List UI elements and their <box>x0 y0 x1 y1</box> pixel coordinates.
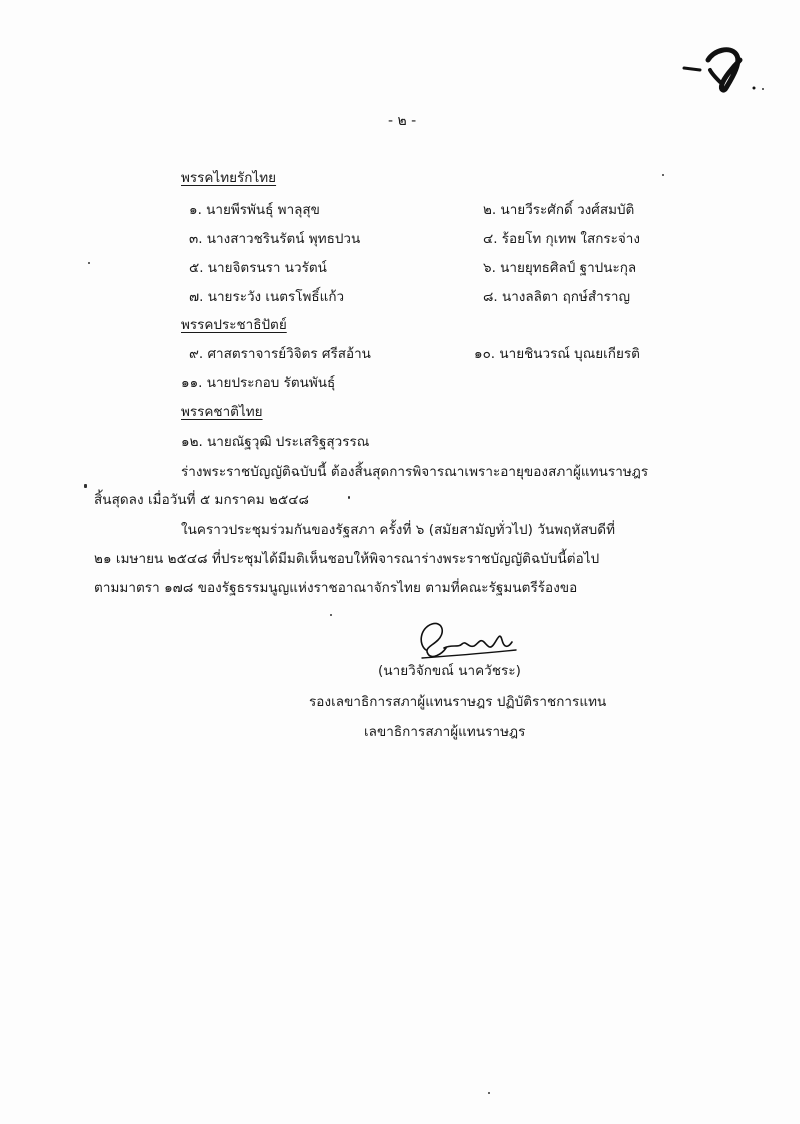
scan-speck <box>330 614 332 616</box>
member-item: ๑๒. นายณัฐวุฒิ ประเสริฐสุวรรณ <box>181 434 370 450</box>
paragraph-2-line-1: ในคราวประชุมร่วมกันของรัฐสภา ครั้งที่ ๖ (สมัยสามัญทั่วไป) วันพฤหัสบดีที่ <box>181 522 616 538</box>
scan-speck <box>88 262 90 264</box>
member-item: ๙. ศาสตราจารย์วิจิตร ศรีสอ้าน <box>189 346 371 362</box>
handwritten-page-mark <box>680 38 760 98</box>
scan-speck <box>488 1092 490 1094</box>
party-heading-thai-rak-thai: พรรคไทยรักไทย <box>181 170 277 186</box>
member-item: ๒. นายวีระศักดิ์ วงศ์สมบัติ <box>483 202 635 218</box>
member-item: ๓. นางสาวชรินรัตน์ พุทธปวน <box>189 231 361 247</box>
member-item: ๕. นายจิตรนรา นวรัตน์ <box>189 260 327 276</box>
member-item: ๘. นางลลิตา ฤกษ์สำราญ <box>483 289 630 305</box>
member-item: ๖. นายยุทธศิลป์ ฐาปนะกุล <box>483 260 637 276</box>
scan-speck <box>662 174 664 176</box>
signatory-position-line-2: เลขาธิการสภาผู้แทนราษฎร <box>364 724 526 740</box>
paragraph-2-line-3: ตามมาตรา ๑๗๘ ของรัฐธรรมนูญแห่งราชอาณาจักรไทย ตามที่คณะรัฐมนตรีร้องขอ <box>94 580 578 596</box>
member-item: ๗. นายระวัง เนตรโพธิ์แก้ว <box>189 289 345 305</box>
scan-speck <box>762 88 764 90</box>
member-item: ๑๑. นายประกอบ รัตนพันธุ์ <box>181 375 336 391</box>
paragraph-1-line-1: ร่างพระราชบัญญัติฉบับนี้ ต้องสิ้นสุดการพิจารณาเพราะอายุของสภาผู้แทนราษฎร <box>181 464 649 480</box>
scan-speck <box>348 496 350 499</box>
signatory-position-line-1: รองเลขาธิการสภาผู้แทนราษฎร ปฏิบัติราชการแทน <box>309 694 607 710</box>
paragraph-2-line-2: ๒๑ เมษายน ๒๕๔๘ ที่ประชุมได้มีมติเห็นชอบให้พิจารณาร่างพระราชบัญญัติฉบับนี้ต่อไป <box>94 551 600 567</box>
signatory-name: (นายวิจักขณ์ นาควัชระ) <box>378 663 521 679</box>
scan-speck <box>84 484 87 488</box>
member-item: ๔. ร้อยโท กุเทพ ใสกระจ่าง <box>483 231 640 247</box>
party-heading-democrat: พรรคประชาธิปัตย์ <box>181 317 287 333</box>
member-item: ๑๐. นายชินวรณ์ บุณยเกียรติ <box>474 346 640 362</box>
member-item: ๑. นายพีรพันธุ์ พาลุสุข <box>189 202 320 218</box>
party-heading-chart-thai: พรรคชาติไทย <box>181 404 263 420</box>
page-number: - ๒ - <box>388 113 417 129</box>
paragraph-1-line-2: สิ้นสุดลง เมื่อวันที่ ๕ มกราคม ๒๕๔๘ <box>94 492 309 508</box>
